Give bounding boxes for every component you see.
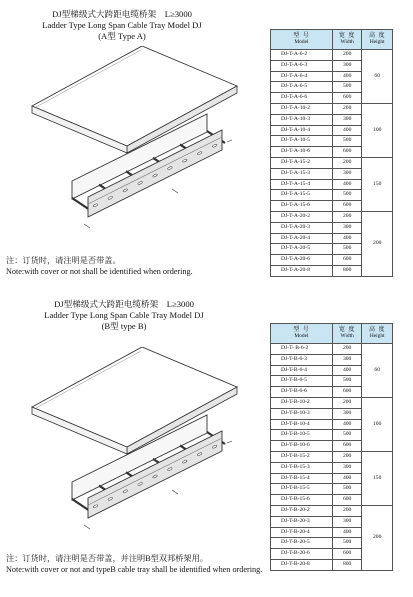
height-cell: 100 bbox=[362, 397, 393, 451]
model-cell: DJ-T-B-20-2 bbox=[271, 505, 333, 516]
width-cell: 400 bbox=[332, 71, 361, 82]
width-cell: 300 bbox=[332, 114, 361, 125]
width-cell: 600 bbox=[332, 147, 361, 158]
note-cn: 注：订货时，请注明是否带盖，并注明B型双邦桥架用。 bbox=[6, 554, 208, 563]
tray-rung bbox=[72, 198, 90, 210]
width-cell: 600 bbox=[332, 441, 362, 452]
model-cell: DJ-T-A-20-6 bbox=[271, 255, 333, 266]
width-cell: 200 bbox=[332, 211, 361, 222]
length-spec: L≥3000 bbox=[166, 299, 194, 309]
model-cell: DJ-T-B-20-8 bbox=[271, 559, 333, 570]
note-cn: 注：订货时，请注明是否带盖。 bbox=[6, 256, 121, 265]
title-cn: DJ型梯级式大跨距电缆桥架 bbox=[52, 9, 157, 19]
dimension-mark bbox=[227, 140, 232, 142]
section-type-a bbox=[0, 0, 413, 290]
table-row bbox=[271, 211, 393, 222]
table-header-row bbox=[271, 30, 393, 50]
width-cell: 600 bbox=[332, 387, 362, 398]
title-block bbox=[36, 299, 212, 332]
width-cell: 300 bbox=[332, 516, 362, 527]
width-cell: 500 bbox=[332, 484, 362, 495]
width-cell: 800 bbox=[332, 265, 361, 276]
width-cell: 400 bbox=[332, 233, 361, 244]
note bbox=[6, 255, 193, 277]
width-cell: 400 bbox=[332, 527, 362, 538]
width-cell: 600 bbox=[332, 201, 361, 212]
model-cell: DJ-T-B-15-5 bbox=[271, 484, 333, 495]
note-en: Note:with cover or not and typeB cable tray shall be identified when ordering. bbox=[6, 565, 263, 574]
cable-tray-drawing-b bbox=[22, 347, 257, 557]
title-cn-line bbox=[34, 9, 210, 20]
width-cell: 200 bbox=[332, 397, 362, 408]
width-cell: 200 bbox=[332, 344, 362, 355]
width-cell: 400 bbox=[332, 365, 362, 376]
width-cell: 300 bbox=[332, 60, 361, 71]
model-cell: DJ-T-A-15-3 bbox=[271, 168, 333, 179]
model-cell: DJ-T-B-10-2 bbox=[271, 397, 333, 408]
table-row bbox=[271, 397, 393, 408]
title-en: Ladder Type Long Span Cable Tray Model DJ bbox=[44, 310, 204, 320]
model-cell: DJ-T-B-15-4 bbox=[271, 473, 333, 484]
model-cell: DJ-T-B-6-3 bbox=[271, 354, 333, 365]
title-block bbox=[34, 9, 210, 42]
width-cell: 600 bbox=[332, 549, 362, 560]
width-cell: 400 bbox=[332, 473, 362, 484]
model-header: 型 号 Model bbox=[271, 324, 333, 344]
width-cell: 400 bbox=[332, 179, 361, 190]
model-cell: DJ-T-A-10-4 bbox=[271, 125, 333, 136]
section-type-b bbox=[0, 290, 413, 597]
width-cell: 600 bbox=[332, 255, 361, 266]
tray-rung bbox=[72, 499, 90, 511]
model-cell: DJ-T-A-6-2 bbox=[271, 50, 333, 61]
model-cell: DJ-T-B-10-6 bbox=[271, 441, 333, 452]
model-cell: DJ-T-A-10-2 bbox=[271, 103, 333, 114]
table-row bbox=[271, 157, 393, 168]
height-cell: 150 bbox=[362, 157, 393, 211]
table-row bbox=[271, 344, 393, 355]
dimension-mark bbox=[227, 441, 232, 443]
model-cell: DJ-T-A-10-6 bbox=[271, 147, 333, 158]
height-cell: 200 bbox=[362, 505, 393, 570]
width-cell: 500 bbox=[332, 82, 361, 93]
title-cn-line bbox=[36, 299, 212, 310]
width-cell: 400 bbox=[332, 419, 362, 430]
length-spec: L≥3000 bbox=[164, 9, 192, 19]
model-cell: DJ-T-A-15-5 bbox=[271, 190, 333, 201]
dimension-mark bbox=[84, 224, 90, 228]
height-cell: 60 bbox=[362, 50, 393, 104]
width-cell: 300 bbox=[332, 462, 362, 473]
dimension-mark bbox=[172, 490, 178, 494]
width-cell: 300 bbox=[332, 408, 362, 419]
model-cell: DJ-T-A-10-3 bbox=[271, 114, 333, 125]
height-header: 高 度 Height bbox=[362, 30, 393, 50]
model-header: 型 号 Model bbox=[271, 30, 333, 50]
cable-tray-drawing-a bbox=[22, 46, 257, 256]
note bbox=[6, 553, 262, 575]
width-cell: 400 bbox=[332, 125, 361, 136]
subtitle: (B型 type B) bbox=[101, 321, 147, 331]
title-cn: DJ型梯级式大跨距电缆桥架 bbox=[54, 299, 159, 309]
model-cell: DJ-T-B-15-6 bbox=[271, 495, 333, 506]
width-cell: 200 bbox=[332, 157, 361, 168]
model-cell: DJ-T-B-15-2 bbox=[271, 451, 333, 462]
width-cell: 200 bbox=[332, 50, 361, 61]
height-cell: 200 bbox=[362, 211, 393, 276]
width-cell: 500 bbox=[332, 430, 362, 441]
spec-table-a bbox=[270, 29, 393, 277]
model-cell: DJ-T-A-20-5 bbox=[271, 244, 333, 255]
table-row bbox=[271, 103, 393, 114]
model-cell: DJ-T-B-20-6 bbox=[271, 549, 333, 560]
model-cell: DJ-T-A-15-6 bbox=[271, 201, 333, 212]
width-cell: 300 bbox=[332, 354, 362, 365]
width-cell: 500 bbox=[332, 136, 361, 147]
spec-table-b bbox=[270, 323, 393, 571]
model-cell: DJ-T-B-20-4 bbox=[271, 527, 333, 538]
note-en: Note:with cover or not shall be identified when ordering. bbox=[6, 267, 193, 276]
width-cell: 800 bbox=[332, 559, 362, 570]
model-cell: DJ-T-B-6-6 bbox=[271, 387, 333, 398]
model-cell: DJ-T-B-20-3 bbox=[271, 516, 333, 527]
width-header: 宽 度 Width bbox=[332, 324, 362, 344]
table-row bbox=[271, 50, 393, 61]
model-cell: DJ-T-B-6-4 bbox=[271, 365, 333, 376]
model-cell: DJ-T-A-6-4 bbox=[271, 71, 333, 82]
model-cell: DJ-T-A-6-3 bbox=[271, 60, 333, 71]
model-cell: DJ-T-B-6-5 bbox=[271, 376, 333, 387]
width-cell: 500 bbox=[332, 244, 361, 255]
model-cell: DJ-T-B-10-4 bbox=[271, 419, 333, 430]
width-cell: 300 bbox=[332, 222, 361, 233]
height-cell: 150 bbox=[362, 451, 393, 505]
width-cell: 500 bbox=[332, 376, 362, 387]
model-cell: DJ-T-A-6-6 bbox=[271, 93, 333, 104]
dimension-mark bbox=[172, 189, 178, 193]
model-cell: DJ-T-B-10-5 bbox=[271, 430, 333, 441]
height-cell: 60 bbox=[362, 344, 393, 398]
width-cell: 200 bbox=[332, 451, 362, 462]
width-cell: 600 bbox=[332, 93, 361, 104]
dimension-mark bbox=[84, 525, 90, 529]
width-cell: 200 bbox=[332, 103, 361, 114]
width-cell: 500 bbox=[332, 538, 362, 549]
model-cell: DJ-T-B-20-5 bbox=[271, 538, 333, 549]
table-header-row bbox=[271, 324, 393, 344]
width-cell: 600 bbox=[332, 495, 362, 506]
height-cell: 100 bbox=[362, 103, 393, 157]
table-row bbox=[271, 505, 393, 516]
model-cell: DJ-T-A-20-2 bbox=[271, 211, 333, 222]
model-cell: DJ-T-B-10-3 bbox=[271, 408, 333, 419]
model-cell: DJ-T- B-6-2 bbox=[271, 344, 333, 355]
model-cell: DJ-T-A-15-4 bbox=[271, 179, 333, 190]
subtitle: (A型 Type A) bbox=[98, 31, 146, 41]
height-header: 高 度 Height bbox=[362, 324, 393, 344]
width-cell: 200 bbox=[332, 505, 362, 516]
model-cell: DJ-T-A-6-5 bbox=[271, 82, 333, 93]
model-cell: DJ-T-A-10-5 bbox=[271, 136, 333, 147]
title-en: Ladder Type Long Span Cable Tray Model DJ bbox=[42, 20, 202, 30]
model-cell: DJ-T-A-20-8 bbox=[271, 265, 333, 276]
width-header: 宽 度 Width bbox=[332, 30, 361, 50]
model-cell: DJ-T-A-15-2 bbox=[271, 157, 333, 168]
model-cell: DJ-T-A-20-3 bbox=[271, 222, 333, 233]
width-cell: 300 bbox=[332, 168, 361, 179]
table-row bbox=[271, 451, 393, 462]
model-cell: DJ-T-B-15-3 bbox=[271, 462, 333, 473]
model-cell: DJ-T-A-20-4 bbox=[271, 233, 333, 244]
width-cell: 500 bbox=[332, 190, 361, 201]
